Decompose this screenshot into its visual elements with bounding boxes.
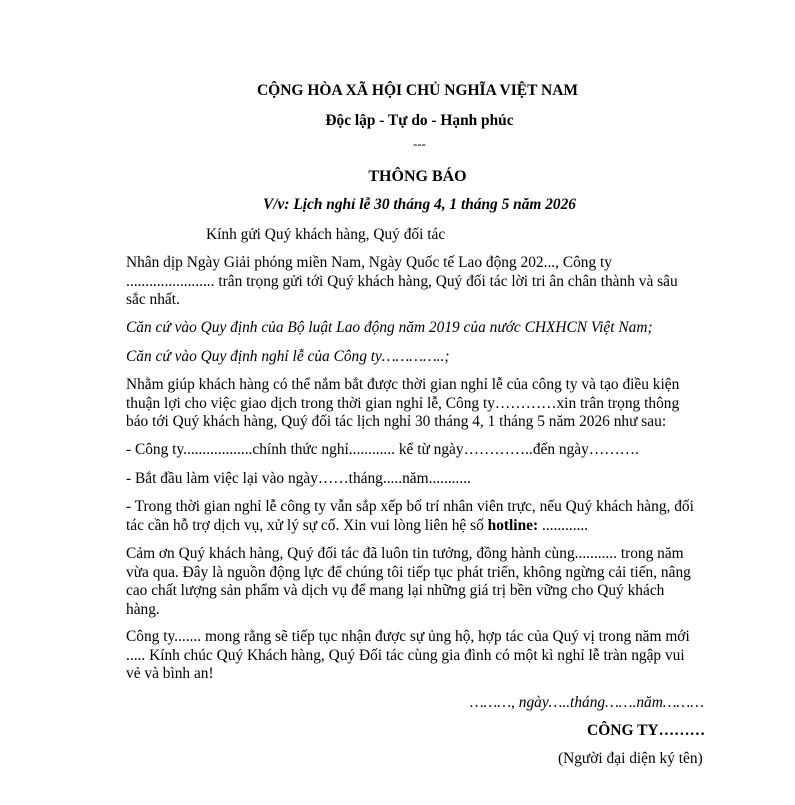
national-name: CỘNG HÒA XÃ HỘI CHỦ NGHĨA VIỆT NAM — [256, 82, 579, 99]
purpose-paragraph — [126, 376, 696, 432]
schedule-text-3 — [126, 498, 696, 535]
basis-text-2: Căn cứ vào Quy định nghỉ lễ của Công ty…………..; — [126, 348, 450, 365]
intro-text: Nhân dịp Ngày Giải phóng miền Nam, Ngày Quốc tế Lao động 202..., Công ty ....................... trân trọng gửi tới Quý khách hàng, Quý đối tác lời tri ân chân thành và sâu sắc nhất. — [126, 254, 678, 309]
basis-text-1: Căn cứ vào Quy định của Bộ luật Lao động năm 2019 của nước CHXHCN Việt Nam; — [126, 319, 653, 336]
closing-text: Công ty....... mong rằng sẽ tiếp tục nhận được sự ủng hộ, hợp tác của Quý vị trong năm mới ..... Kính chúc Quý Khách hàng, Quý Đối tác cùng gia đình có một kì nghỉ lễ tràn ngập vui vẻ và bình an! — [126, 628, 690, 683]
schedule-item-3 — [126, 498, 696, 535]
schedule-text-1: - Công ty..................chính thức nghỉ............ kể từ ngày…………..đến ngày………. — [126, 441, 639, 458]
document-subject: V/v: Lịch nghỉ lễ 30 tháng 4, 1 tháng 5 năm 2026 — [263, 196, 576, 213]
purpose-text: Nhằm giúp khách hàng có thể nắm bắt được thời gian nghỉ lễ của công ty và tạo điều kiện thuận lợi cho việc giao dịch trong thời gian nghỉ lễ, Công ty…………xin trân trọng thông báo tới Quý khách hàng, Quý đối tác lịch nghỉ 30 tháng 4, 1 tháng 5 năm 2026 như sau: — [126, 376, 680, 431]
thanks-paragraph — [126, 545, 696, 619]
hotline-label: hotline: — [487, 516, 539, 534]
basis-paragraph-1 — [126, 319, 696, 338]
salutation: Kính gửi Quý khách hàng, Quý đối tác — [206, 226, 446, 243]
intro-paragraph — [126, 254, 696, 310]
national-motto: Độc lập - Tự do - Hạnh phúc — [325, 112, 514, 129]
schedule-item-1 — [126, 441, 696, 460]
closing-paragraph — [126, 628, 696, 684]
hotline-value: ............ — [538, 516, 589, 534]
company-signature: CÔNG TY……… — [587, 722, 706, 739]
thanks-text: Cảm ơn Quý khách hàng, Quý đối tác đã luôn tin tưởng, đồng hành cùng........... trong năm vừa qua. Đây là nguồn động lực để chúng tôi tiếp tục phát triển, không ngừng cải tiến, nâng cao chất lượng sản phẩm và dịch vụ để mang lại những giá trị bền vững cho Quý khách hàng. — [126, 545, 691, 618]
schedule-text-2: - Bắt đầu làm việc lại vào ngày……tháng.....năm........... — [126, 470, 471, 487]
signer-note: (Người đại diện ký tên) — [558, 750, 703, 767]
basis-paragraph-2 — [126, 348, 696, 367]
date-line: ………, ngày…..tháng…….năm……… — [470, 694, 704, 711]
support-text: - Trong thời gian nghỉ lễ công ty vẫn sắp xếp bố trí nhân viên trực, nếu Quý khách hàng, đối tác cần hỗ trợ dịch vụ, xử lý sự cố. Xin vui lòng liên hệ số — [126, 498, 694, 534]
schedule-item-2 — [126, 470, 696, 489]
document-title: THÔNG BÁO — [368, 168, 467, 185]
header-separator: --- — [413, 136, 426, 151]
